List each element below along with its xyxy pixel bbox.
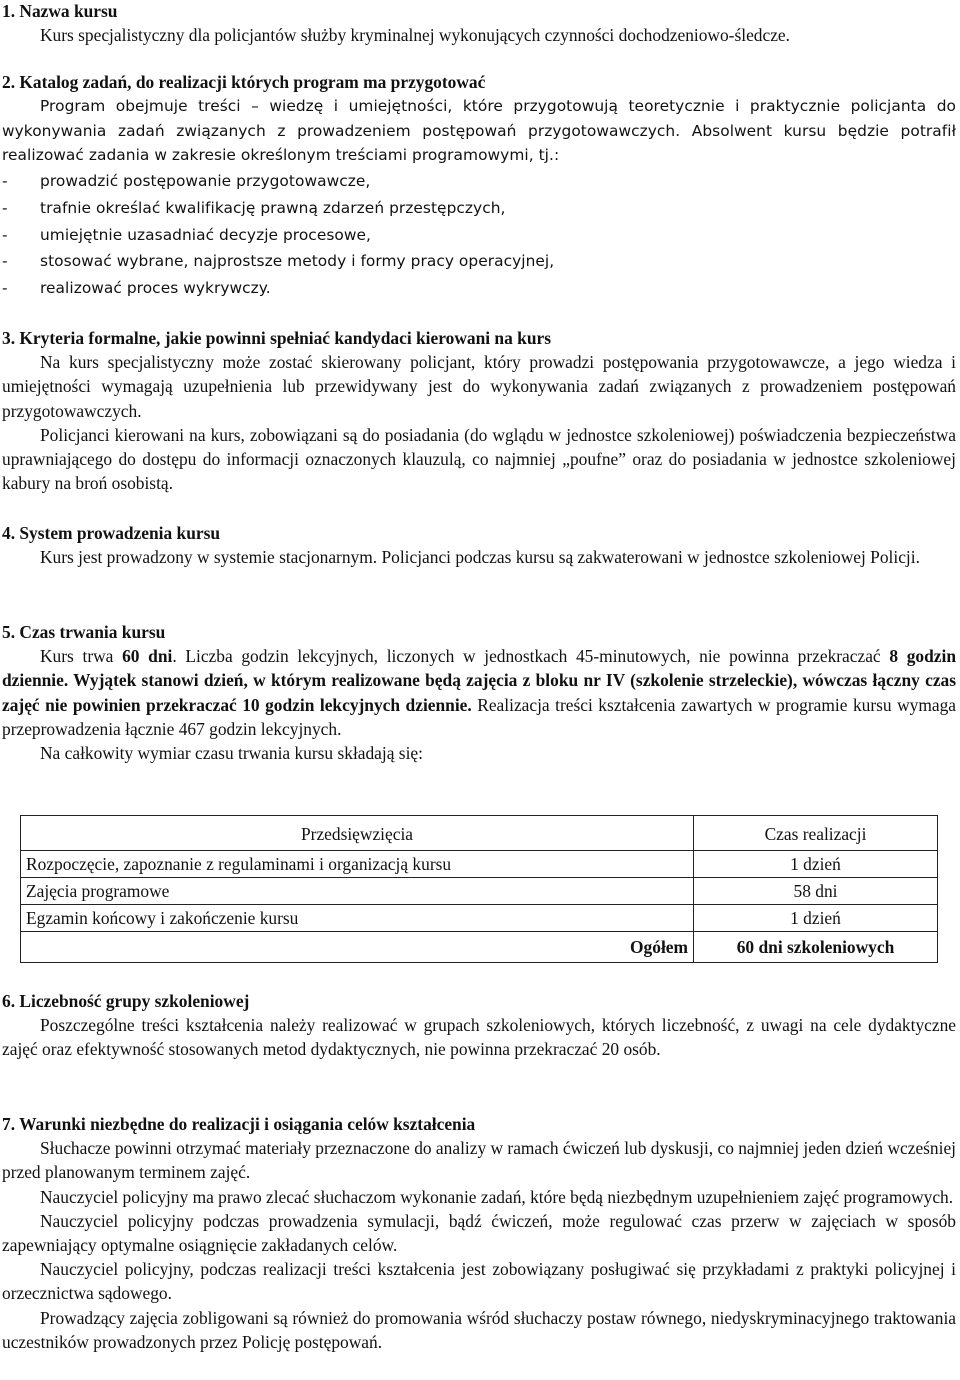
- table-cell: 58 dni: [694, 878, 938, 905]
- section-heading: 5. Czas trwania kursu: [2, 622, 166, 642]
- section-heading: 4. System prowadzenia kursu: [2, 523, 221, 543]
- table-cell: 1 dzień: [694, 905, 938, 932]
- paragraph: Na kurs specjalistyczny może zostać skierowany policjant, który prowadzi postępowania przygotowawcze, a jego wiedza i umiejętności wymagają uzupełnienia lub przewidywany jest do wykonywania zadań związanych z prowadzeniem postępowań przygotowawczych.: [2, 352, 956, 421]
- table-row: [21, 851, 938, 878]
- section-course-name: [2, 0, 956, 47]
- paragraph: Prowadzący zajęcia zobligowani są również do promowania wśród słuchaczy postaw równego, niedyskryminacyjnego traktowania uczestników prowadzonych przez Policję postępowań.: [2, 1307, 956, 1352]
- table-total-row: [21, 932, 938, 963]
- list-item: - trafnie określać kwalifikację prawną zdarzeń przestępczych,: [2, 199, 506, 218]
- table-cell: Rozpoczęcie, zapoznanie z regulaminami i organizacją kursu: [21, 851, 694, 878]
- paragraph: Program obejmuje treści – wiedzę i umiejętności, które przygotowują teoretycznie i praktycznie policjanta do wykonywania zadań związanych z prowadzeniem postępowań przygotowawczych. Absolwent kursu będzie potrafił realizować zadania w zakresie określonym treściami programowymi, tj.:: [2, 97, 956, 165]
- paragraph: Policjanci kierowani na kurs, zobowiązani są do posiadania (do wglądu w jednostce szkoleniowej) poświadczenia bezpieczeństwa uprawniającego do dostępu do informacji oznaczonych klauzulą, co najmniej „poufne” oraz do posiadania w jednostce szkoleniowej kabury na broń osobistą.: [2, 424, 956, 494]
- section-group-size: [2, 989, 956, 1062]
- table-cell: Egzamin końcowy i zakończenie kursu: [21, 905, 694, 932]
- table-row: [21, 878, 938, 905]
- table-cell: Zajęcia programowe: [21, 878, 694, 905]
- paragraph: Nauczyciel policyjny, podczas realizacji treści kształcenia jest zobowiązany posługiwać się przykładami z praktyki policyjnej i orzecznictwa sądowego.: [2, 1259, 956, 1304]
- table-total-value: 60 dni szkoleniowych: [694, 932, 938, 963]
- section-course-duration: [2, 620, 956, 765]
- duration-table: [20, 815, 938, 963]
- section-course-system: [2, 521, 956, 569]
- section-heading: 1. Nazwa kursu: [2, 1, 118, 21]
- list-item: - stosować wybrane, najprostsze metody i formy pracy operacyjnej,: [2, 252, 555, 271]
- paragraph: Nauczyciel policyjny podczas prowadzenia symulacji, bądź ćwiczeń, może regulować czas przerw w zajęciach w sposób zapewniający optymalne osiągnięcie zakładanych celów.: [2, 1210, 956, 1256]
- section-conditions: [2, 1112, 956, 1354]
- task-list: [2, 168, 956, 301]
- list-item: - umiejętnie uzasadniać decyzje procesowe,: [2, 225, 371, 244]
- section-task-catalog: [2, 70, 956, 301]
- paragraph: Na całkowity wymiar czasu trwania kursu składają się:: [40, 743, 423, 764]
- table-header-cell: Czas realizacji: [694, 816, 938, 851]
- table-row: [21, 905, 938, 932]
- table-cell: 1 dzień: [694, 851, 938, 878]
- section-heading: 7. Warunki niezbędne do realizacji i osiągania celów kształcenia: [2, 1114, 476, 1134]
- paragraph: Nauczyciel policyjny ma prawo zlecać słuchaczom wykonanie zadań, które będą niezbędnym uzupełnieniem zajęć programowych.: [40, 1186, 954, 1207]
- section-heading: 2. Katalog zadań, do realizacji których program ma przygotować: [2, 72, 486, 92]
- table-header-cell: Przedsięwzięcia: [21, 816, 694, 851]
- section-heading: 6. Liczebność grupy szkoleniowej: [2, 991, 250, 1011]
- section-heading: 3. Kryteria formalne, jakie powinni spełniać kandydaci kierowani na kurs: [2, 328, 551, 348]
- paragraph: Poszczególne treści kształcenia należy realizować w grupach szkoleniowych, których liczebność, z uwagi na cele dydaktyczne zajęć oraz efektywność stosowanych metod dydaktycznych, nie powinna przekraczać 20 osób.: [2, 1015, 956, 1060]
- course-name-text: Kurs specjalistyczny dla policjantów służby kryminalnej wykonujących czynności dochodzeniowo-śledcze.: [40, 25, 790, 46]
- list-item: - realizować proces wykrywczy.: [2, 278, 271, 297]
- section-formal-criteria: [2, 326, 956, 495]
- table-header-row: [21, 816, 938, 851]
- paragraph: Kurs jest prowadzony w systemie stacjonarnym. Policjanci podczas kursu są zakwaterowani w jednostce szkoleniowej Policji.: [40, 547, 920, 568]
- list-item: - prowadzić postępowanie przygotowawcze,: [2, 172, 371, 191]
- paragraph: Kurs trwa 60 dni. Liczba godzin lekcyjnych, liczonych w jednostkach 45-minutowych, nie powinna przekraczać 8 godzin dziennie. Wyjątek stanowi dzień, w którym realizowane będą zajęcia z bloku nr IV (szkolenie strzeleckie), wówczas łączny czas zajęć nie powinien przekraczać 10 godzin lekcyjnych dziennie. Realizacja treści kształcenia zawartych w programie kursu wymaga przeprowadzenia łącznie 467 godzin lekcyjnych.: [2, 646, 956, 739]
- paragraph: Słuchacze powinni otrzymać materiały przeznaczone do analizy w ramach ćwiczeń lub dyskusji, co najmniej jeden dzień wcześniej przed planowanym terminem zajęć.: [2, 1138, 957, 1183]
- table-total-label: Ogółem: [21, 932, 694, 963]
